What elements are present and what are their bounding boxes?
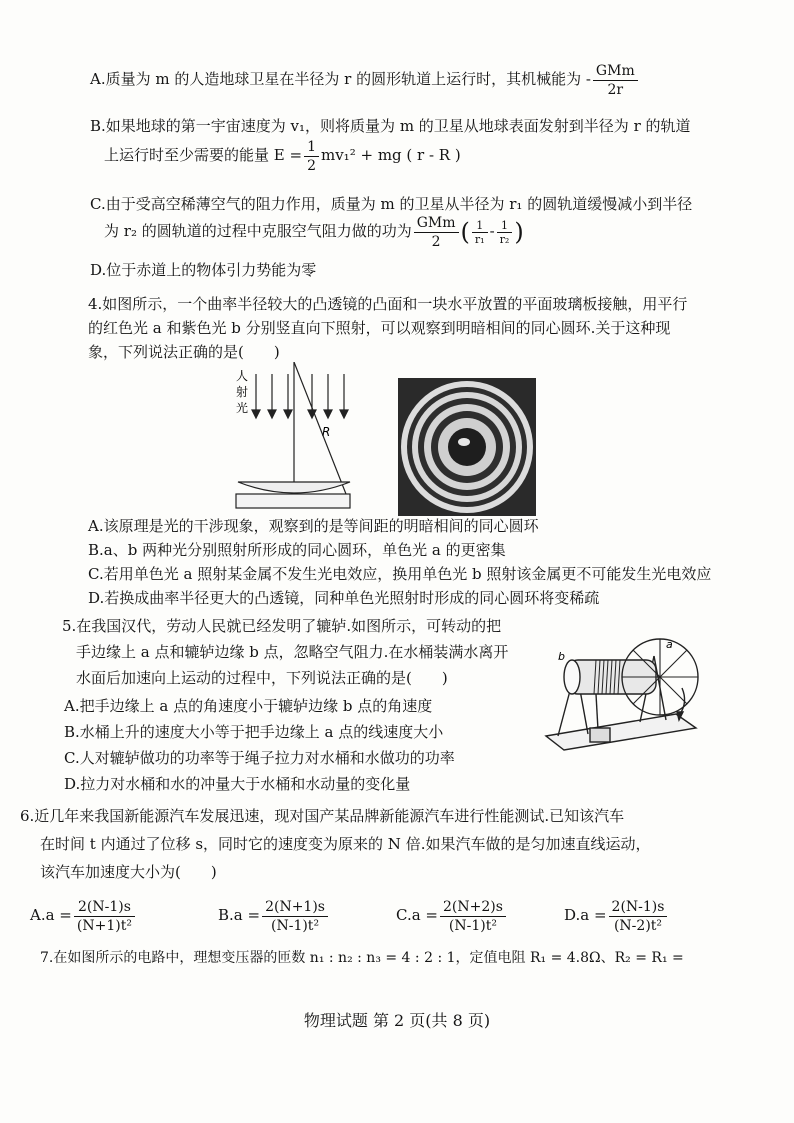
q4-stem-line2: 的红色光 a 和紫色光 b 分别竖直向下照射，可以观察到明暗相间的同心圆环.关于这种现	[88, 319, 671, 337]
fraction: $\frac{1}{2}$	[304, 138, 319, 175]
q5-stem-line2: 手边缘上 a 点和辘轳边缘 b 点，忽略空气阻力.在水桶装满水离开	[76, 643, 509, 661]
q3-option-b-line2: 上运行时至少需要的能量 E = $\frac{1}{2}$ mv₁² + mg ( r - R )	[104, 138, 461, 174]
q6-option-b: B.a = $\frac{2(N+1)s}{\text{(N-1)t²}}$	[218, 894, 330, 936]
q5-stem-line1: 5.在我国汉代，劳动人民就已经发明了辘轳.如图所示，可转动的把	[62, 617, 502, 635]
q4-option-a: A.该原理是光的干涉现象，观察到的是等间距的明暗相间的同心圆环	[88, 517, 539, 535]
fraction: $\frac{1}{\text{r₁}}$	[472, 219, 488, 246]
page-footer: 物理试题 第 2 页(共 8 页)	[303, 1011, 491, 1030]
q5-option-d: D.拉力对水桶和水的冲量大于水桶和水动量的变化量	[64, 775, 411, 793]
q5-stem-line3: 水面后加速向上运动的过程中，下列说法正确的是( )	[76, 669, 448, 687]
q4-stem-line1: 4.如图所示，一个曲率半径较大的凸透镜的凸面和一块水平放置的平面玻璃板接触，用平行	[88, 295, 688, 313]
fraction: $\frac{2(N-1)s}{\text{(N+1)t²}}$	[74, 898, 135, 935]
q6-stem-line3: 该汽车加速度大小为( )	[40, 863, 217, 881]
newton-rings-image	[398, 378, 536, 516]
label-she: 射	[236, 385, 249, 399]
q5-option-c: C.人对辘轳做功的功率等于绳子拉力对水桶和水做功的功率	[64, 749, 455, 767]
q3-option-a: A.质量为 m 的人造地球卫星在半径为 r 的圆形轨道上运行时，其机械能为 - $\frac{\text{GMm}}{2r}$	[90, 58, 640, 100]
fraction: $\frac{\text{GMm}}{2}$	[414, 214, 459, 251]
fraction: $\frac{2(N+2)s}{\text{(N-1)t²}}$	[440, 898, 506, 935]
q4-option-c: C.若用单色光 a 照射某金属不发生光电效应，换用单色光 b 照射该金属更不可能发生光电效应	[88, 565, 712, 583]
fraction: $\frac{2(N+1)s}{\text{(N-1)t²}}$	[262, 898, 328, 935]
q4-option-b: B.a、b 两种光分别照射所形成的同心圆环，单色光 a 的更密集	[88, 541, 506, 559]
fraction: $\frac{2(N-1)s}{\text{(N-2)t²}}$	[609, 898, 668, 935]
windlass-diagram	[536, 616, 700, 754]
label-guang: 光	[236, 401, 249, 415]
q3-option-c-line1: C.由于受高空稀薄空气的阻力作用，质量为 m 的卫星从半径为 r₁ 的圆轨道缓慢减小到半径	[90, 195, 693, 213]
lens-diagram	[226, 362, 360, 518]
glass-plate	[236, 494, 350, 508]
q6-option-d: D.a = $\frac{2(N-1)s}{\text{(N-2)t²}}$	[564, 894, 669, 936]
q3-option-b-line1: B.如果地球的第一宇宙速度为 v₁，则将质量为 m 的卫星从地球表面发射到半径为 r 的轨道	[90, 117, 691, 135]
base-frame	[546, 714, 696, 750]
q6-option-c: C.a = $\frac{2(N+2)s}{\text{(N-1)t²}}$	[396, 894, 508, 936]
q4-option-d: D.若换成曲率半径更大的凸透镜，同种单色光照射时形成的同心圆环将变稀疏	[88, 589, 600, 607]
convex-lens	[238, 482, 350, 493]
label-b: b	[558, 650, 565, 663]
radius-line	[294, 362, 346, 494]
q6-stem-line2: 在时间 t 内通过了位移 s，同时它的速度变为原来的 N 倍.如果汽车做的是匀加速直线运动，	[40, 835, 651, 853]
rotation-arrow	[680, 688, 685, 714]
fraction: $\frac{1}{\text{r₂}}$	[497, 219, 513, 246]
label-a: a	[666, 638, 673, 651]
q5-option-b: B.水桶上升的速度大小等于把手边缘上 a 点的线速度大小	[64, 723, 444, 741]
q3-option-d: D.位于赤道上的物体引力势能为零	[90, 261, 317, 279]
q3-option-c-line2: 为 r₂ 的圆轨道的过程中克服空气阻力做的功为 $\frac{\text{GMm}}{2}$ ( $\frac{1}{\text{r₁}}$ - $\frac{1}{\text{r₂}}$ )	[104, 214, 524, 250]
incident-arrows	[252, 374, 348, 418]
q7-stem: 7.在如图所示的电路中，理想变压器的匝数 n₁ : n₂ : n₃ = 4 : 2 : 1，定值电阻 R₁ = 4.8Ω、R₂ = R₁ =	[40, 950, 684, 966]
q6-stem-line1: 6.近几年来我国新能源汽车发展迅速，现对国产某品牌新能源汽车进行性能测试.已知该汽车	[20, 807, 625, 825]
q6-option-a: A.a = $\frac{2(N-1)s}{\text{(N+1)t²}}$	[30, 894, 137, 936]
label-ren: 人	[236, 369, 249, 383]
q5-option-a: A.把手边缘上 a 点的角速度小于辘轳边缘 b 点的角速度	[64, 697, 433, 715]
label-r: R	[322, 425, 331, 439]
q4-stem-line3: 象，下列说法正确的是( )	[88, 343, 280, 361]
fraction: $\frac{\text{GMm}}{2r}$	[593, 62, 638, 99]
bucket	[590, 728, 610, 742]
